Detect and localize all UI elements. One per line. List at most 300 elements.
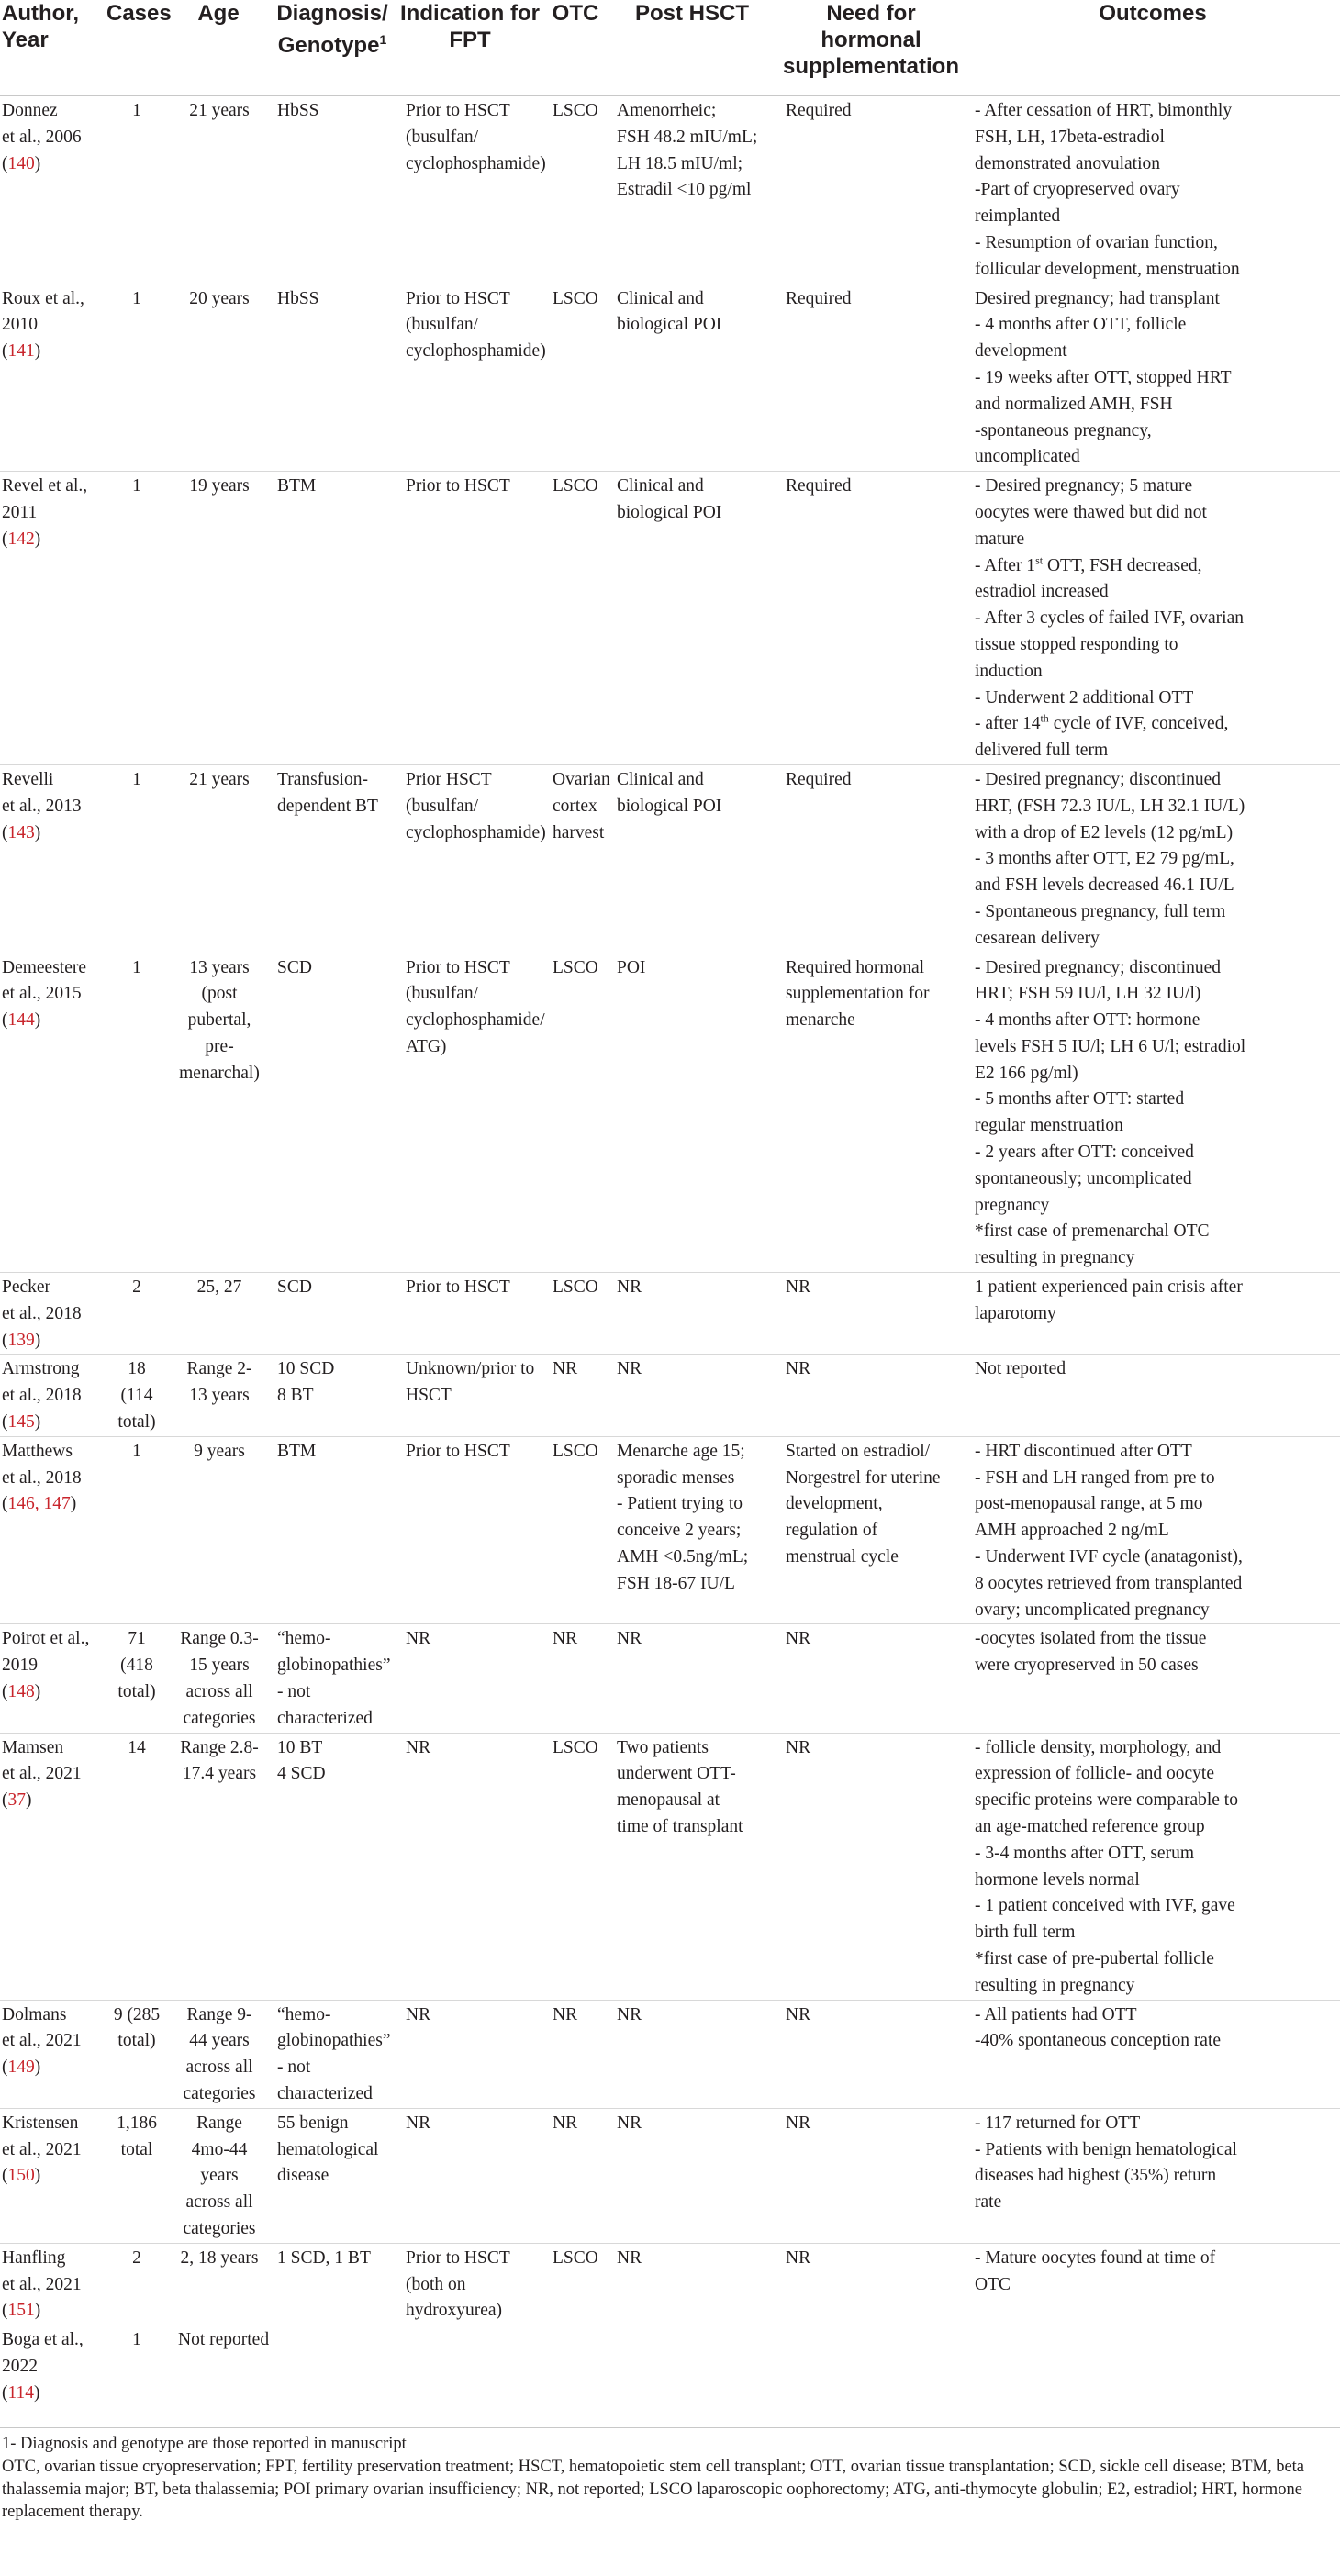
cell-line: Ovarian [553, 769, 610, 789]
reference-link[interactable]: 114 [7, 2382, 35, 2403]
citation-line: (142) [2, 529, 41, 549]
cell-indication [396, 1273, 543, 1355]
reference-link[interactable]: 149 [7, 2057, 35, 2078]
cell-line: Range 0.3- [180, 1629, 259, 1649]
cell-line: - Spontaneous pregnancy, full term [975, 901, 1226, 921]
cell-author [0, 472, 103, 765]
cell-indication [396, 764, 546, 953]
table-row [0, 1273, 1340, 1355]
citation-line: (148) [2, 1682, 41, 1702]
cell-post-hsct [608, 1624, 776, 1733]
cell-line: et al., 2013 [2, 796, 82, 816]
cell-hormonal [776, 284, 966, 472]
header-text: Author, [2, 1, 79, 26]
cell-author [0, 96, 103, 284]
cell-line: laparotomy [975, 1303, 1056, 1323]
cell-line: 1 SCD, 1 BT [277, 2247, 371, 2268]
cell-hormonal [776, 2000, 966, 2108]
cell-line: HRT; FSH 59 IU/l, LH 32 IU/l) [975, 984, 1201, 1004]
cell-line: cyclophosphamide) [406, 341, 546, 362]
cell-line: 18 [128, 1359, 146, 1379]
cell-cases [103, 1624, 169, 1733]
cell-line: - Mature oocytes found at time of [975, 2247, 1216, 2268]
reference-link[interactable]: 142 [7, 529, 35, 549]
header-post-hsct [608, 0, 776, 96]
cell-line: total [120, 2139, 153, 2159]
cell-line: Menarche age 15; [617, 1441, 745, 1461]
cell-line: total) [117, 1412, 156, 1433]
cell-age [169, 1355, 268, 1436]
cell-diagnosis [268, 284, 396, 472]
cell-line: across all [185, 1682, 253, 1702]
cell-age [169, 1273, 268, 1355]
cell-line: 1 patient experienced pain crisis after [975, 1277, 1243, 1298]
citation-line: (143) [2, 822, 41, 842]
cell-diagnosis [268, 1624, 396, 1733]
cell-otc [543, 2243, 608, 2325]
cell-line: -Part of cryopreserved ovary [975, 180, 1180, 200]
cell-line: cyclophosphamide) [406, 153, 546, 173]
cell-age [169, 96, 268, 284]
header-text: Need for [826, 1, 916, 26]
cell-line: 25, 27 [196, 1277, 242, 1298]
cell-line: NR [786, 1277, 811, 1298]
cell-hormonal [776, 764, 966, 953]
cell-line: HbSS [277, 288, 319, 308]
cell-cases [103, 1273, 169, 1355]
cell-cases [103, 953, 169, 1273]
cell-line: Required [786, 769, 852, 789]
cell-outcomes [966, 1733, 1340, 2000]
cell-line: across all [185, 2057, 253, 2078]
cell-cases [103, 284, 169, 472]
citation-line: (149) [2, 2057, 41, 2078]
cell-line: - Patient trying to [617, 1494, 743, 1514]
cell-line: conceive 2 years; [617, 1521, 742, 1541]
cell-line: *first case of premenarchal OTC [975, 1221, 1210, 1242]
cell-outcomes [966, 2243, 1340, 2325]
cell-line: NR [406, 2113, 431, 2133]
cell-line: years [200, 2166, 239, 2186]
cell-line: ovary; uncomplicated pregnancy [975, 1600, 1210, 1620]
cell-line: 2010 [2, 315, 38, 335]
cell-line: BTM [277, 1441, 317, 1461]
cell-line: LSCO [553, 1277, 598, 1298]
cell-line: delivered full term [975, 741, 1109, 761]
cell-line: (busulfan/ [406, 315, 479, 335]
reference-link[interactable]: 141 [7, 341, 35, 362]
cell-indication [396, 284, 546, 472]
cell-line: reimplanted [975, 206, 1061, 227]
cell-line: Prior to HSCT [406, 288, 510, 308]
header-text: Genotype [277, 33, 380, 58]
cell-diagnosis [268, 1355, 396, 1436]
cell-line: follicular development, menstruation [975, 259, 1240, 279]
cell-age [169, 2243, 268, 2325]
cell-line: 19 years [189, 476, 250, 496]
cell-age [169, 472, 268, 765]
cell-line: Dolmans [2, 2004, 67, 2024]
cell-line: 14 [128, 1737, 146, 1757]
cell-line: an age-matched reference group [975, 1817, 1205, 1836]
cell-line: Unknown/prior to [406, 1359, 535, 1379]
table-row [0, 764, 1340, 953]
cell-cases [103, 2325, 169, 2407]
cell-line: Prior to HSCT [406, 476, 510, 496]
cell-line: diseases had highest (35%) return [975, 2166, 1217, 2186]
cell-outcomes [966, 2325, 1340, 2407]
cell-line: biological POI [617, 796, 722, 816]
cell-line: (418 [120, 1656, 153, 1676]
cell-line: globinopathies” [277, 2031, 391, 2051]
cell-line: NR [617, 2247, 642, 2268]
header-outcomes [966, 0, 1340, 96]
cell-diagnosis [268, 2000, 396, 2108]
cell-line: - After 3 cycles of failed IVF, ovarian [975, 608, 1244, 629]
cell-line: “hemo- [277, 1629, 331, 1649]
header-text: Indication for [400, 1, 540, 26]
cell-line: Revelli [2, 769, 54, 789]
header-text: Cases [106, 1, 172, 26]
cell-line: - Patients with benign hematological [975, 2139, 1237, 2159]
cell-indication [396, 2325, 543, 2407]
cell-outcomes [966, 472, 1340, 765]
cell-line: *first case of pre-pubertal follicle [975, 1948, 1214, 1968]
cell-line: NR [617, 1629, 642, 1649]
cell-line: HbSS [277, 101, 319, 120]
reference-link[interactable]: 139 [7, 1330, 35, 1350]
cell-indication [396, 2243, 543, 2325]
header-age [169, 0, 268, 96]
cell-indication [396, 472, 543, 765]
cell-line: 2 [132, 1277, 141, 1298]
reference-link[interactable]: 145 [7, 1412, 35, 1433]
cell-line: - 19 weeks after OTT, stopped HRT [975, 367, 1232, 387]
cell-line: 2019 [2, 1656, 38, 1676]
cell-line: Required [786, 288, 852, 308]
cell-post-hsct [608, 2325, 776, 2407]
cell-line: LSCO [553, 957, 598, 977]
cell-diagnosis [268, 2325, 396, 2407]
cell-post-hsct [608, 953, 776, 1273]
cell-diagnosis [268, 96, 396, 284]
cell-line: 4 SCD [277, 1764, 326, 1784]
cell-line: - 2 years after OTT: conceived [975, 1143, 1194, 1163]
cell-line: biological POI [617, 502, 722, 522]
cell-line: development [975, 341, 1067, 362]
cell-line: 2022 [2, 2356, 38, 2376]
cell-author [0, 2243, 103, 2325]
footnote-genotype: 1- Diagnosis and genotype are those reported in manuscript [2, 2435, 407, 2453]
cell-post-hsct [608, 96, 776, 284]
header-text: Outcomes [1099, 1, 1207, 26]
cell-outcomes [966, 1355, 1340, 1436]
cell-line: cortex [553, 796, 597, 816]
citation-line: (146, 147) [2, 1494, 77, 1514]
cell-line: demonstrated anovulation [975, 153, 1160, 173]
cell-line: BTM [277, 476, 317, 496]
cell-line: - Resumption of ovarian function, [975, 232, 1218, 252]
cell-otc [543, 1624, 608, 1733]
cell-line: - After cessation of HRT, bimonthly [975, 101, 1233, 120]
cell-line: supplementation for [786, 984, 930, 1004]
cell-otc [543, 96, 608, 284]
cell-post-hsct [608, 284, 776, 472]
cell-line: - after 14th cycle of IVF, conceived, [975, 711, 1229, 734]
cell-diagnosis [268, 2243, 396, 2325]
cell-line: Prior to HSCT [406, 1277, 510, 1298]
cell-line: Range [196, 2113, 242, 2133]
table-row [0, 472, 1340, 765]
cell-line: 20 years [189, 288, 250, 308]
cell-line: (post [201, 984, 238, 1004]
cell-line: - Underwent 2 additional OTT [975, 687, 1194, 708]
cell-line: (busulfan/ [406, 127, 479, 147]
cell-age [169, 284, 268, 472]
reference-link[interactable]: 144 [7, 1010, 35, 1031]
reference-link[interactable]: 146, 147 [7, 1494, 71, 1514]
cell-line: NR [786, 1737, 811, 1757]
cell-cases [103, 1733, 169, 2000]
cell-otc [543, 2000, 608, 2108]
cell-outcomes [966, 953, 1340, 1273]
cell-line: NR [786, 2004, 811, 2024]
reference-link[interactable]: 151 [7, 2301, 35, 2321]
cell-post-hsct [608, 764, 776, 953]
cell-hormonal [776, 1436, 966, 1624]
cell-otc [543, 953, 608, 1273]
cell-line: NR [786, 1629, 811, 1649]
cell-line: et al., 2018 [2, 1386, 82, 1406]
cell-age [169, 2000, 268, 2108]
table-row [0, 1624, 1340, 1733]
cell-line: 1 [132, 957, 141, 977]
cell-cases [103, 1355, 169, 1436]
cell-line: 15 years [189, 1656, 250, 1676]
cell-line: - After 1st OTT, FSH decreased, [975, 553, 1202, 575]
cell-line: menopausal at [617, 1790, 720, 1811]
cell-line: NR [553, 1629, 578, 1649]
footnote-mark: 1 [379, 32, 387, 47]
reference-link[interactable]: 143 [7, 822, 35, 842]
cell-otc [543, 1355, 608, 1436]
cell-line: - 117 returned for OTT [975, 2113, 1141, 2133]
cell-line: Matthews [2, 1441, 73, 1461]
cell-author [0, 1273, 103, 1355]
header-text: OTC [552, 1, 599, 26]
cell-line: Roux et al., [2, 288, 84, 308]
cell-line: “hemo- [277, 2004, 331, 2024]
cell-line: Required [786, 476, 852, 496]
cell-author [0, 764, 103, 953]
cell-line: oocytes were thawed but did not [975, 502, 1207, 522]
cell-outcomes [966, 96, 1340, 284]
cell-line: categories [183, 2083, 256, 2103]
table-row [0, 2243, 1340, 2325]
cell-line: pubertal, [187, 1010, 251, 1031]
cell-line: and FSH levels decreased 46.1 IU/L [975, 875, 1234, 896]
cell-post-hsct [608, 2108, 776, 2243]
cell-line: 10 SCD [277, 1359, 335, 1379]
cell-line: cyclophosphamide) [406, 822, 546, 842]
cell-line: - FSH and LH ranged from pre to [975, 1467, 1215, 1488]
cell-age [169, 2325, 268, 2407]
cell-line: - 3 months after OTT, E2 79 pg/mL, [975, 849, 1234, 869]
cell-post-hsct [608, 1355, 776, 1436]
cell-line: (busulfan/ [406, 984, 479, 1004]
cell-line: 21 years [189, 769, 250, 789]
cell-indication [396, 1733, 543, 2000]
cell-line: estradiol increased [975, 582, 1109, 602]
cell-line: - Underwent IVF cycle (anatagonist), [975, 1547, 1243, 1567]
cell-line: LSCO [553, 288, 598, 308]
cell-line: -oocytes isolated from the tissue [975, 1629, 1207, 1649]
cell-line: -spontaneous pregnancy, [975, 420, 1152, 440]
cell-line: characterized [277, 1708, 373, 1728]
cell-line: 1 [132, 1441, 141, 1461]
cell-line: mature [975, 529, 1025, 549]
header-row [0, 0, 1340, 96]
cell-line: FSH, LH, 17beta-estradiol [975, 127, 1165, 147]
cell-line: Estradil <10 pg/ml [617, 180, 752, 200]
cell-line: LSCO [553, 476, 598, 496]
reference-link[interactable]: 37 [7, 1790, 26, 1811]
cell-line: - 4 months after OTT, follicle [975, 315, 1187, 335]
cell-indication [396, 953, 543, 1273]
cell-hormonal [776, 2108, 966, 2243]
cell-line: 44 years [189, 2031, 250, 2051]
cell-line: dependent BT [277, 796, 378, 816]
table-row [0, 1355, 1340, 1436]
cell-outcomes [966, 284, 1340, 472]
cell-line: NR [786, 2247, 811, 2268]
cell-line: et al., 2018 [2, 1303, 82, 1323]
cell-diagnosis [268, 472, 396, 765]
cell-author [0, 2325, 103, 2407]
reference-link[interactable]: 148 [7, 1682, 35, 1702]
cell-line: - 4 months after OTT: hormone [975, 1010, 1200, 1031]
cell-author [0, 284, 103, 472]
cell-line: birth full term [975, 1923, 1076, 1943]
cell-line: cyclophosphamide/ [406, 1010, 545, 1031]
cell-line: 13 years [189, 957, 250, 977]
cell-diagnosis [268, 2108, 396, 2243]
cell-line: Kristensen [2, 2113, 79, 2133]
cell-line: 2011 [2, 502, 38, 522]
cell-hormonal [776, 2243, 966, 2325]
cell-hormonal [776, 96, 966, 284]
citation-line: (114) [2, 2382, 40, 2403]
cell-hormonal [776, 1273, 966, 1355]
cell-otc [543, 1273, 608, 1355]
cell-line: levels FSH 5 IU/l; LH 6 U/l; estradiol [975, 1036, 1246, 1056]
cell-hormonal [776, 1355, 966, 1436]
cell-line: - follicle density, morphology, and [975, 1737, 1222, 1757]
cell-outcomes [966, 1273, 1340, 1355]
cell-diagnosis [268, 953, 396, 1273]
table-row [0, 953, 1340, 1273]
cell-line: Armstrong [2, 1359, 80, 1379]
cell-line: Desired pregnancy; had transplant [975, 288, 1220, 308]
cell-outcomes [966, 2108, 1340, 2243]
cell-line: categories [183, 1708, 256, 1728]
header-cases [103, 0, 172, 96]
cell-post-hsct [608, 1436, 776, 1624]
cell-line: hormone levels normal [975, 1869, 1140, 1890]
cell-line: (114 [120, 1386, 153, 1406]
cell-line: POI [617, 957, 646, 977]
cell-line: rate [975, 2192, 1002, 2213]
cell-line: (busulfan/ [406, 796, 479, 816]
cell-line: et al., 2006 [2, 127, 82, 147]
cell-post-hsct [608, 1273, 776, 1355]
cell-line: - Desired pregnancy; 5 mature [975, 476, 1193, 496]
cell-line: NR [553, 1359, 578, 1379]
cell-age [169, 1436, 268, 1624]
cell-line: 17.4 years [182, 1764, 257, 1784]
cell-line: NR [617, 1277, 642, 1298]
cell-post-hsct [608, 472, 776, 765]
cell-line: - not [277, 1682, 311, 1702]
header-indication [396, 0, 543, 96]
cell-outcomes [966, 1624, 1340, 1733]
cell-otc [543, 472, 608, 765]
cell-line: Required [786, 101, 852, 120]
header-text: Year [2, 28, 49, 52]
cell-line: specific proteins were comparable to [975, 1790, 1238, 1811]
cell-line: 13 years [189, 1386, 250, 1406]
cell-otc [543, 1436, 608, 1624]
cell-line: et al., 2021 [2, 2274, 82, 2294]
citation-line: (151) [2, 2301, 41, 2321]
cell-line: biological POI [617, 315, 722, 335]
cell-outcomes [966, 764, 1340, 953]
cell-cases [103, 2108, 169, 2243]
header-text: hormonal [821, 28, 921, 52]
citation-line: (37) [2, 1790, 32, 1811]
cell-line: pregnancy [975, 1195, 1050, 1215]
cell-line: spontaneously; uncomplicated [975, 1168, 1192, 1188]
table-row [0, 1436, 1340, 1624]
cell-cases [103, 472, 169, 765]
cell-line: globinopathies” [277, 1656, 391, 1676]
cell-line: total) [117, 2031, 156, 2051]
cell-age [169, 2108, 268, 2243]
cell-line: and normalized AMH, FSH [975, 394, 1173, 414]
cell-line: resulting in pregnancy [975, 1248, 1135, 1268]
cell-line: LSCO [553, 101, 598, 120]
cell-line: Mamsen [2, 1737, 64, 1757]
cell-diagnosis [268, 764, 396, 953]
cell-diagnosis [268, 1273, 396, 1355]
cell-line: were cryopreserved in 50 cases [975, 1656, 1199, 1676]
cell-line: 1 [132, 101, 141, 120]
cell-line: across all [185, 2192, 253, 2213]
cell-line: Not reported [975, 1359, 1066, 1379]
reference-link[interactable]: 150 [7, 2166, 35, 2186]
header-otc [543, 0, 608, 96]
cell-line: 21 years [189, 101, 250, 120]
cell-hormonal [776, 1733, 966, 2000]
cell-line: hydroxyurea) [406, 2301, 503, 2321]
cell-post-hsct [608, 2243, 776, 2325]
reference-link[interactable]: 140 [7, 153, 35, 173]
cell-line: AMH approached 2 ng/mL [975, 1521, 1169, 1541]
cell-line: FSH 18-67 IU/L [617, 1573, 735, 1593]
table-row [0, 2108, 1340, 2243]
cell-line: categories [183, 2218, 256, 2238]
cell-line: 71 [128, 1629, 146, 1649]
